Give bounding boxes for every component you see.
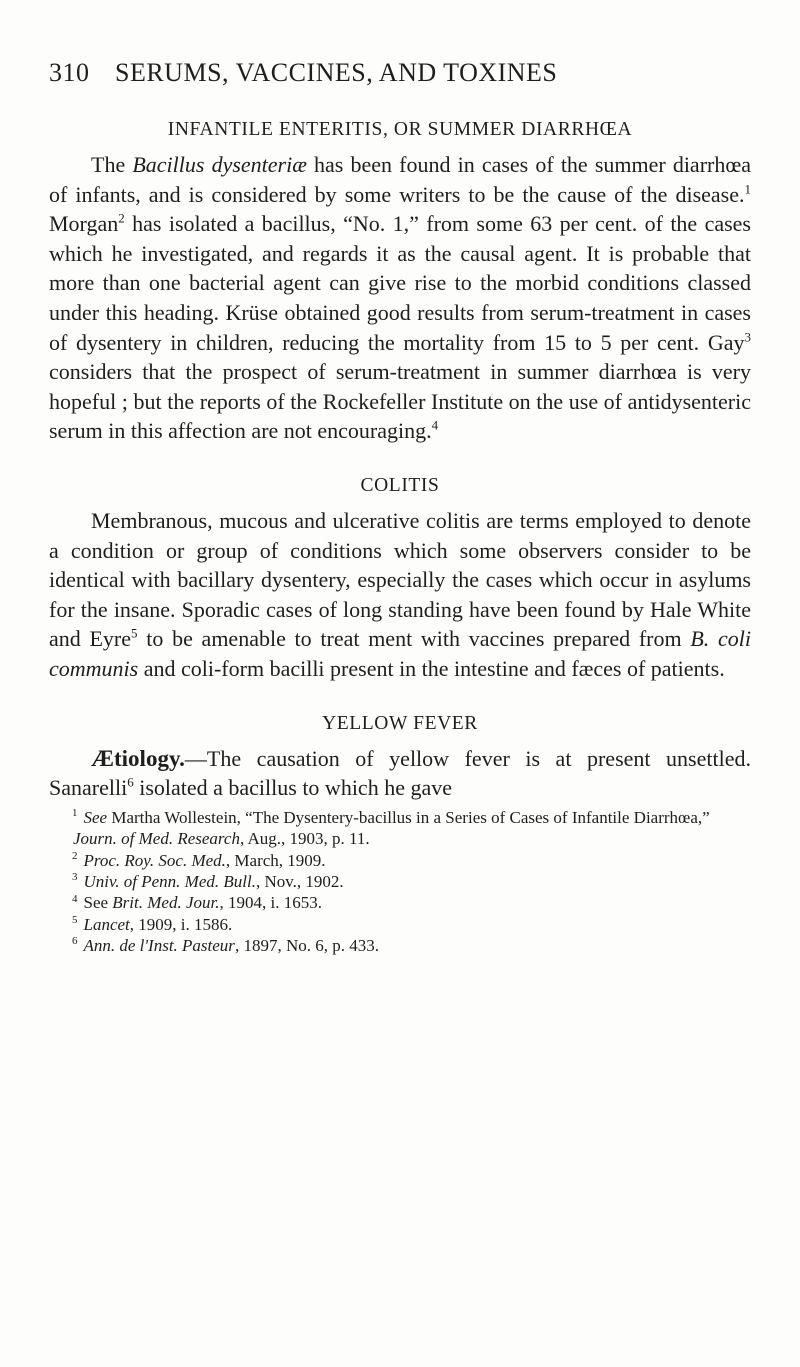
footnote-ref: 2 — [118, 210, 125, 226]
run-in-heading: Ætiology. — [91, 745, 185, 771]
footnote-ref: 1 — [744, 181, 751, 197]
footnote-ref: 5 — [131, 625, 138, 641]
running-title: SERUMS, VACCINES, AND TOXINES — [115, 58, 558, 87]
footnote: $^5$ Lancet, 1909, i. 1586. — [72, 914, 233, 934]
page — [49, 58, 751, 957]
footnotes — [49, 807, 751, 957]
footnote-ref: 4 — [431, 418, 439, 434]
footnote-ref: 6 — [127, 774, 134, 790]
footnote: $^3$ Univ. of Penn. Med. Bull., Nov., 1902. — [72, 871, 344, 891]
footnote: $^6$ Ann. de l'Inst. Pasteur, 1897, No. 6, p. 433. — [72, 935, 379, 956]
footnote: $^1$ See Martha Wollestein, “The Dysentery-bacillus in a Series of Cases of Infantile Diarrhœa,” Journ. of Med. Research, Aug., 1903, p. 11. — [72, 807, 710, 849]
paragraph-enteritis: The Bacillus dysenteriæ has been found in cases of the summer diarrhœa of infants, and is considered by some writers to be the cause of the disease.$^1$ Morgan$^2$ has isolated a bacillus, “No. 1,” from some 63 per cent. of the cases which he investigated, and regards it as the causal agent. It is probable that more than one bacterial agent can give rise to the morbid conditions classed under this heading. Krüse obtained good results from serum-treatment in cases of dysentery in children, reducing the mortality from 15 to 5 per cent. Gay$^3$ considers that the prospect of serum-treatment in summer diarrhœa is very hopeful ; but the reports of the Rockefeller Institute on the use of antidysenteric serum in this affection are not encouraging.$^4$ — [49, 152, 752, 444]
footnote-ref: 3 — [744, 329, 751, 345]
section-heading-colitis: COLITIS — [360, 474, 440, 496]
page-number: 310 — [49, 58, 90, 87]
section-heading-enteritis: INFANTILE ENTERITIS, OR SUMMER DIARRHŒA — [167, 119, 633, 140]
footnote: $^4$ See Brit. Med. Jour., 1904, i. 1653. — [72, 892, 322, 913]
paragraph-colitis: Membranous, mucous and ulcerative colitis are terms employed to denote a condition or group of conditions which some observers consider to be identical with bacillary dysentery, especially the cases which occur in asylums for the insane. Sporadic cases of long standing have been found by Hale White and Eyre$^5$ to be amenable to treat ment with vaccines prepared from B. coli communis and coli-form bacilli present in the intestine and fæces of patients. — [49, 507, 751, 681]
footnote: $^2$ Proc. Roy. Soc. Med., March, 1909. — [72, 849, 326, 870]
running-head — [49, 58, 751, 98]
section-heading-yellow-fever: YELLOW FEVER — [322, 712, 478, 734]
paragraph-yellow-fever: Ætiology.—The causation of yellow fever is at present unsettled. Sanarelli$^6$ isolated a bacillus to which he gave — [49, 745, 751, 801]
